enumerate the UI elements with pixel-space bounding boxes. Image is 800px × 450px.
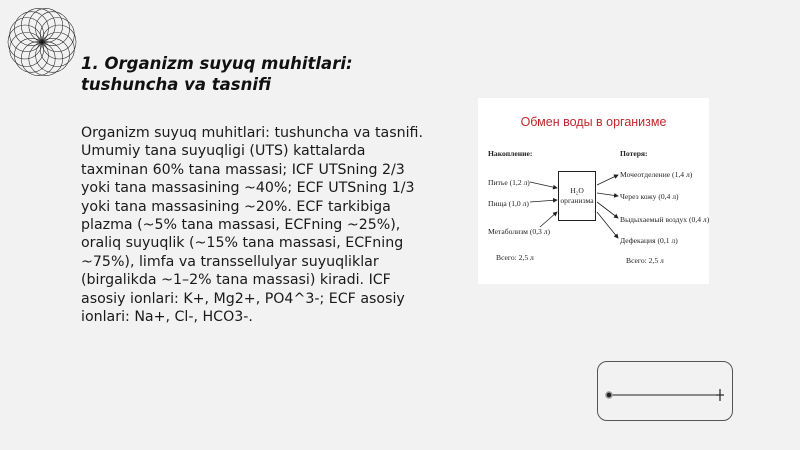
loss-item: Мочеотделение (1,4 л) (620, 170, 693, 179)
logo-ring (42, 25, 76, 59)
intake-item: Питье (1,2 л) (488, 178, 530, 187)
loss-item: Выдыхаемый воздух (0,4 л) (620, 215, 710, 224)
logo-ring (40, 18, 74, 52)
loss-item: Через кожу (0,4 л) (620, 192, 679, 201)
intake-total: Всего: 2,5 л (496, 253, 534, 262)
body-water-label: H₂O (570, 186, 584, 195)
arrow-out-skin (597, 193, 618, 196)
logo-ring (8, 25, 42, 59)
logo-ring (10, 18, 44, 52)
intake-heading: Накопление: (488, 149, 533, 158)
water-exchange-figure (478, 98, 709, 284)
intake-item: Метаболизм (0,3 л) (488, 227, 551, 236)
arrow-in-metabolism (540, 212, 557, 227)
loss-total: Всего: 2,5 л (626, 256, 664, 265)
logo-ring (40, 32, 74, 66)
loss-item: Дефекация (0,1 л) (620, 236, 678, 245)
arrow-in-drink (530, 182, 557, 188)
slide-body-text: Organizm suyuq muhitlari: tushuncha va tasnifi. Umumiy tana suyuqligi (UTS) kattalarda taxminan 60% tana massasi; ICF UTSning 2/3 yoki tana massasining ~40%; ECF UTSning 1/3 yoki tana massasining ~20%. ECF tarkibiga plazma (~5% tana massasi, ECFning ~25%), oraliq suyuqlik (~15% tana massasi, ECFning ~75%), limfa va transsellulyar suyuqliklar (birgalikda ~1–2% tana massasi) kiradi. ICF asosiy ionlari: K+, Mg2+, PO4^3-; ECF asosiy ionlari: Na+, Cl-, HCO3-. (81, 125, 424, 326)
logo-icon (2, 4, 82, 80)
body-water-sublabel: организма (560, 196, 594, 205)
slide-title: 1. Organizm suyuq muhitlari: tushuncha va tasnifi (81, 54, 353, 94)
flow-arrows (478, 98, 709, 284)
media-slider-widget[interactable] (597, 361, 733, 421)
slider-icon (598, 362, 734, 422)
loss-heading: Потеря: (620, 149, 648, 158)
arrow-in-food (530, 200, 557, 202)
figure-title: Обмен воды в организме (520, 115, 667, 129)
slider-start-dot (606, 392, 612, 398)
logo-ring (10, 32, 44, 66)
arrow-out-urine (597, 175, 618, 185)
intake-item: Пища (1,0 л) (488, 199, 529, 208)
